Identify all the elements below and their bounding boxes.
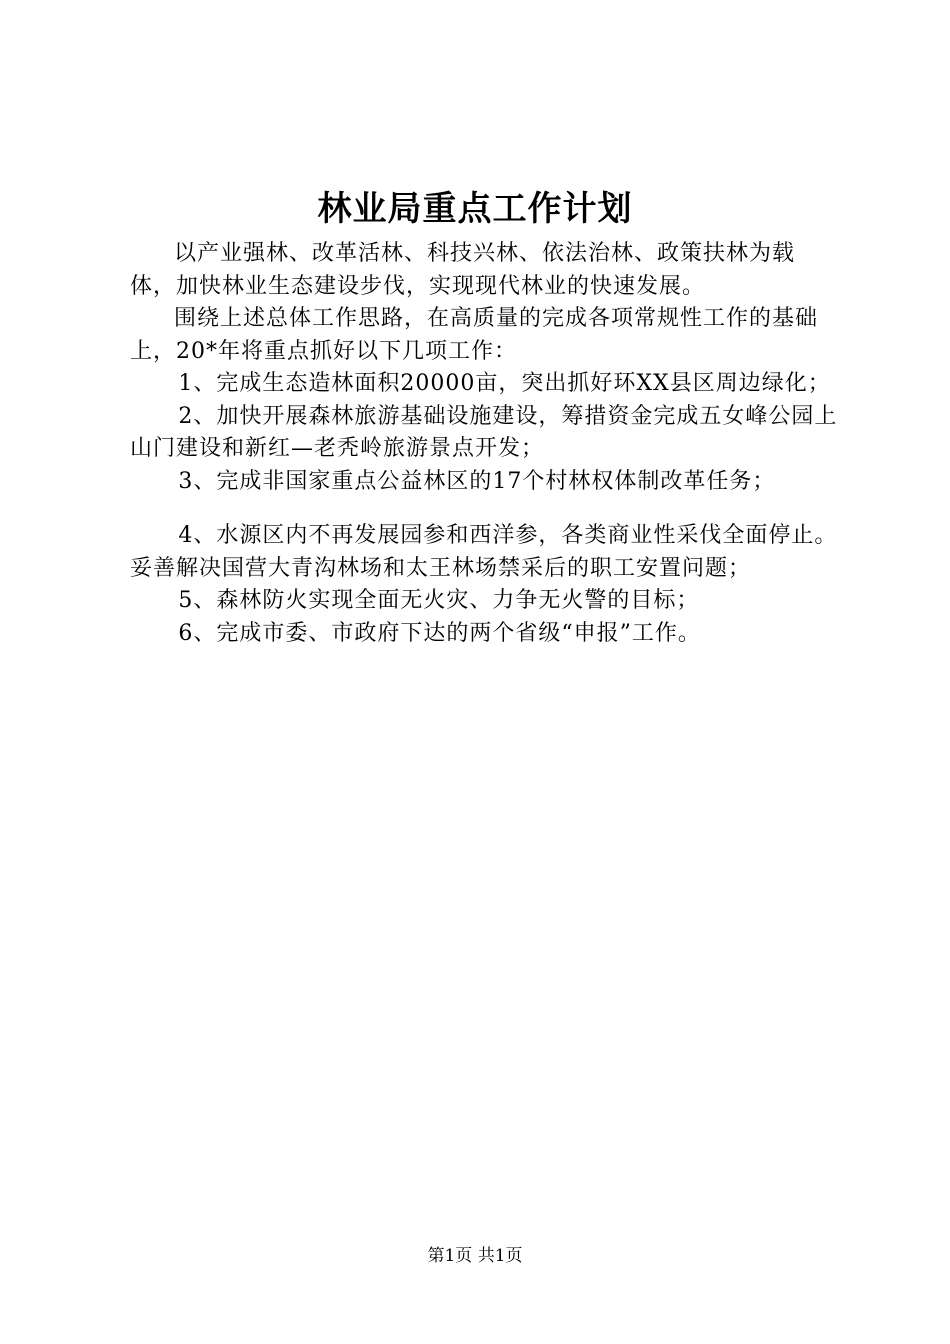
- context-paragraph: 围绕上述总体工作思路，在高质量的完成各项常规性工作的基础上，20*年将重点抓好以下几项工作：: [130, 306, 819, 364]
- list-item-6: 6、完成市委、市政府下达的两个省级“申报”工作。: [178, 620, 701, 646]
- list-item-1: 1、完成生态造林面积20000亩，突出抓好环XX县区周边绿化；: [178, 371, 831, 396]
- document-title: 林业局重点工作计划: [317, 189, 633, 229]
- page-footer: 第1页 共1页: [427, 1246, 523, 1266]
- list-item-4: 4、水源区内不再发展园参和西洋参，各类商业性采伐全面停止。妥善解决国营大青沟林场和太王林场禁采后的职工安置问题；: [130, 523, 838, 581]
- document-body: [130, 238, 840, 650]
- intro-paragraph: 以产业强林、改革活林、科技兴林、依法治林、政策扶林为载体，加快林业生态建设步伐，实现现代林业的快速发展。: [130, 241, 796, 299]
- list-item-2: 2、加快开展森林旅游基础设施建设，筹措资金完成五女峰公园上山门建设和新红—老秃岭旅游景点开发；: [130, 403, 838, 461]
- list-item-3: 3、完成非国家重点公益林区的17个村林权体制改革任务；: [178, 468, 776, 494]
- list-item-5: 5、森林防火实现全面无火灾、力争无火警的目标；: [178, 588, 700, 613]
